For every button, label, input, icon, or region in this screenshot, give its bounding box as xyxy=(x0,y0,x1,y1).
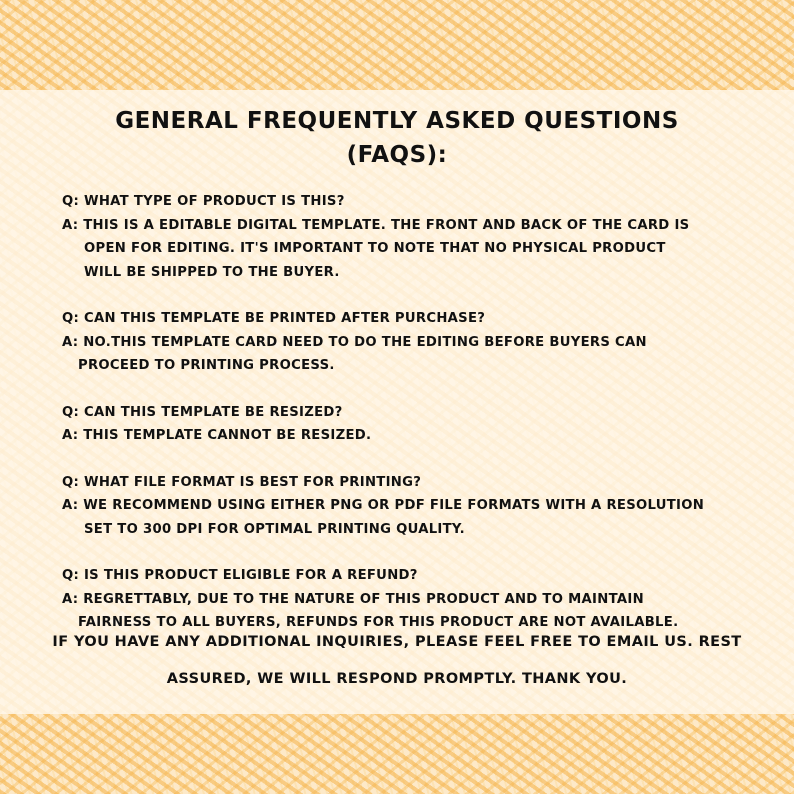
faq-answer: A: NO.THIS TEMPLATE CARD NEED TO DO THE EDITING BEFORE BUYERS CAN xyxy=(62,334,647,350)
footer-line-1: IF YOU HAVE ANY ADDITIONAL INQUIRIES, PLEASE FEEL FREE TO EMAIL US. REST xyxy=(52,634,742,650)
footer-note xyxy=(0,624,794,698)
page-title xyxy=(0,104,794,172)
faq-answer-continued: WILL BE SHIPPED TO THE BUYER. xyxy=(84,264,340,280)
faq-item xyxy=(62,401,762,448)
faq-question: Q: CAN THIS TEMPLATE BE RESIZED? xyxy=(62,404,343,420)
faq-answer: A: THIS TEMPLATE CANNOT BE RESIZED. xyxy=(62,428,372,443)
faq-question: Q: CAN THIS TEMPLATE BE PRINTED AFTER PURCHASE? xyxy=(62,311,486,326)
faq-answer-continued: OPEN FOR EDITING. IT'S IMPORTANT TO NOTE THAT NO PHYSICAL PRODUCT xyxy=(84,241,666,256)
title-line-2: (FAQS): xyxy=(346,142,448,168)
faq-item xyxy=(62,190,762,284)
faq-question: Q: WHAT FILE FORMAT IS BEST FOR PRINTING? xyxy=(62,474,422,490)
faq-item xyxy=(62,471,762,542)
faq-item xyxy=(62,307,762,378)
footer-line-2: ASSURED, WE WILL RESPOND PROMPTLY. THANK YOU. xyxy=(166,671,628,687)
faq-answer: A: WE RECOMMEND USING EITHER PNG OR PDF FILE FORMATS WITH A RESOLUTION xyxy=(62,498,705,513)
faq-answer: A: REGRETTABLY, DUE TO THE NATURE OF THIS PRODUCT AND TO MAINTAIN xyxy=(62,591,644,607)
title-line-1: GENERAL FREQUENTLY ASKED QUESTIONS xyxy=(115,108,679,134)
faq-list xyxy=(62,190,762,658)
faq-question: Q: WHAT TYPE OF PRODUCT IS THIS? xyxy=(62,194,345,209)
faq-answer: A: THIS IS A EDITABLE DIGITAL TEMPLATE. THE FRONT AND BACK OF THE CARD IS xyxy=(62,217,690,233)
faq-question: Q: IS THIS PRODUCT ELIGIBLE FOR A REFUND? xyxy=(62,568,418,583)
faq-answer-continued: SET TO 300 DPI FOR OPTIMAL PRINTING QUALITY. xyxy=(84,521,465,537)
faq-answer-continued: FAIRNESS TO ALL BUYERS, REFUNDS FOR THIS PRODUCT ARE NOT AVAILABLE. xyxy=(78,615,679,630)
faq-answer-continued: PROCEED TO PRINTING PROCESS. xyxy=(78,358,335,373)
